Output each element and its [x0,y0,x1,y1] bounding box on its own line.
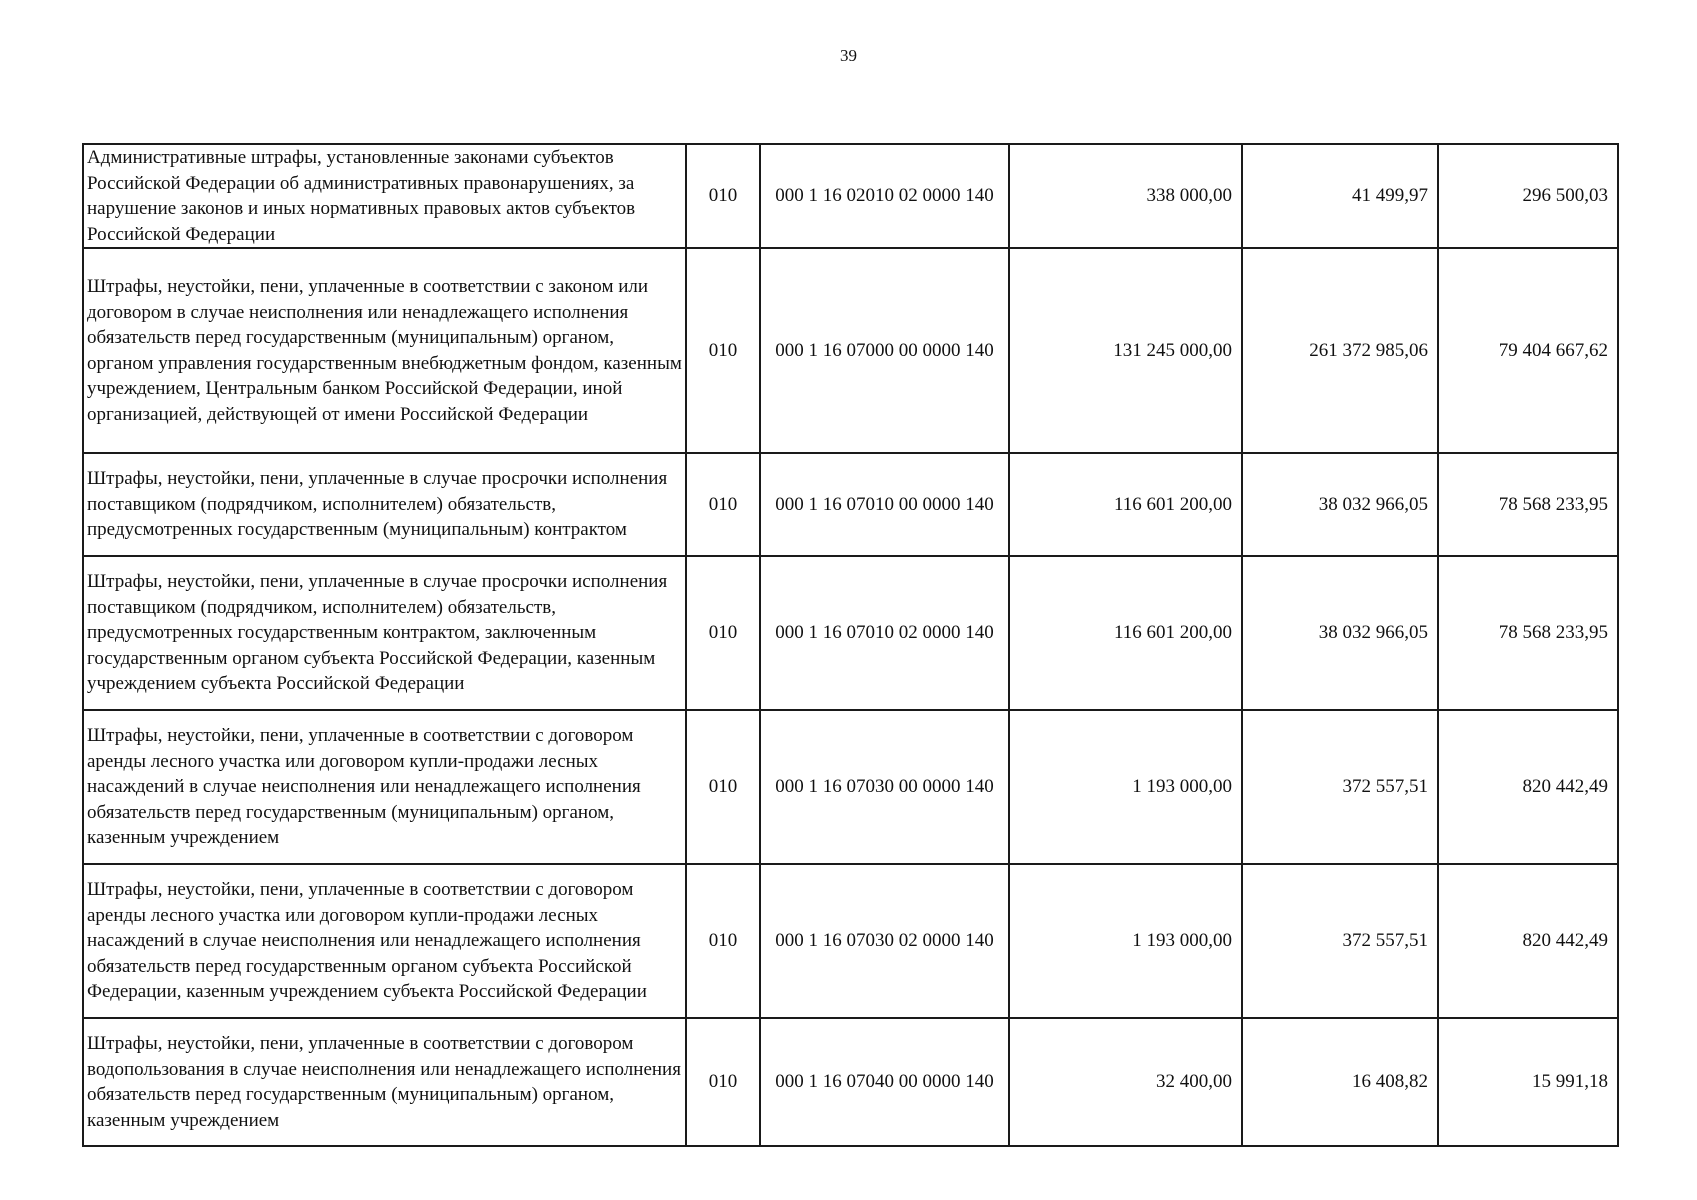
line-code-cell: 010 [686,453,760,556]
unexecuted-amount-cell: 820 442,49 [1438,710,1618,864]
unexecuted-amount-cell: 15 991,18 [1438,1018,1618,1146]
revenue-table [82,143,1619,1147]
executed-amount-cell: 41 499,97 [1242,144,1438,248]
approved-amount-cell: 116 601 200,00 [1009,453,1242,556]
unexecuted-amount-cell: 820 442,49 [1438,864,1618,1018]
income-code-cell: 000 1 16 07030 00 0000 140 [760,710,1009,864]
line-code-cell: 010 [686,864,760,1018]
line-code-cell: 010 [686,556,760,710]
table-row [83,453,1618,556]
income-name-cell: Штрафы, неустойки, пени, уплаченные в случае просрочки исполнения поставщиком (подрядчиком, исполнителем) обязательств, предусмотренных государственным контрактом, заключенным государственным органом субъекта Российской Федерации, казенным учреждением субъекта Российской Федерации [83,556,686,710]
income-name-cell: Административные штрафы, установленные законами субъектов Российской Федерации об административных правонарушениях, за нарушение законов и иных нормативных правовых актов субъектов Российской Федерации [83,144,686,248]
income-name-cell: Штрафы, неустойки, пени, уплаченные в соответствии с договором водопользования в случае неисполнения или ненадлежащего исполнения обязательств перед государственным (муниципальным) органом, казенным учреждением [83,1018,686,1146]
unexecuted-amount-cell: 296 500,03 [1438,144,1618,248]
approved-amount-cell: 1 193 000,00 [1009,710,1242,864]
unexecuted-amount-cell: 78 568 233,95 [1438,556,1618,710]
executed-amount-cell: 38 032 966,05 [1242,556,1438,710]
table-row [83,248,1618,453]
approved-amount-cell: 338 000,00 [1009,144,1242,248]
table-row [83,556,1618,710]
income-code-cell: 000 1 16 02010 02 0000 140 [760,144,1009,248]
income-code-cell: 000 1 16 07040 00 0000 140 [760,1018,1009,1146]
income-code-cell: 000 1 16 07030 02 0000 140 [760,864,1009,1018]
line-code-cell: 010 [686,1018,760,1146]
income-name-cell: Штрафы, неустойки, пени, уплаченные в соответствии с договором аренды лесного участка или договором купли-продажи лесных насаждений в случае неисполнения или ненадлежащего исполнения обязательств перед государственным (муниципальным) органом, казенным учреждением [83,710,686,864]
approved-amount-cell: 1 193 000,00 [1009,864,1242,1018]
table-row [83,1018,1618,1146]
line-code-cell: 010 [686,710,760,864]
income-code-cell: 000 1 16 07010 00 0000 140 [760,453,1009,556]
approved-amount-cell: 32 400,00 [1009,1018,1242,1146]
table-row [83,144,1618,248]
income-name-cell: Штрафы, неустойки, пени, уплаченные в случае просрочки исполнения поставщиком (подрядчиком, исполнителем) обязательств, предусмотренных государственным (муниципальным) контрактом [83,453,686,556]
income-code-cell: 000 1 16 07010 02 0000 140 [760,556,1009,710]
executed-amount-cell: 372 557,51 [1242,710,1438,864]
table-row [83,864,1618,1018]
income-name-cell: Штрафы, неустойки, пени, уплаченные в соответствии с законом или договором в случае неисполнения или ненадлежащего исполнения обязательств перед государственным (муниципальным) органом, органом управления государственным внебюджетным фондом, казенным учреждением, Центральным банком Российской Федерации, иной организацией, действующей от имени Российской Федерации [83,248,686,453]
executed-amount-cell: 38 032 966,05 [1242,453,1438,556]
unexecuted-amount-cell: 78 568 233,95 [1438,453,1618,556]
line-code-cell: 010 [686,144,760,248]
executed-amount-cell: 261 372 985,06 [1242,248,1438,453]
income-name-cell: Штрафы, неустойки, пени, уплаченные в соответствии с договором аренды лесного участка или договором купли-продажи лесных насаждений в случае неисполнения или ненадлежащего исполнения обязательств перед государственным органом субъекта Российской Федерации, казенным учреждением субъекта Российской Федерации [83,864,686,1018]
page-number: 39 [840,46,857,65]
unexecuted-amount-cell: 79 404 667,62 [1438,248,1618,453]
table-row [83,710,1618,864]
income-code-cell: 000 1 16 07000 00 0000 140 [760,248,1009,453]
approved-amount-cell: 131 245 000,00 [1009,248,1242,453]
approved-amount-cell: 116 601 200,00 [1009,556,1242,710]
executed-amount-cell: 16 408,82 [1242,1018,1438,1146]
line-code-cell: 010 [686,248,760,453]
executed-amount-cell: 372 557,51 [1242,864,1438,1018]
